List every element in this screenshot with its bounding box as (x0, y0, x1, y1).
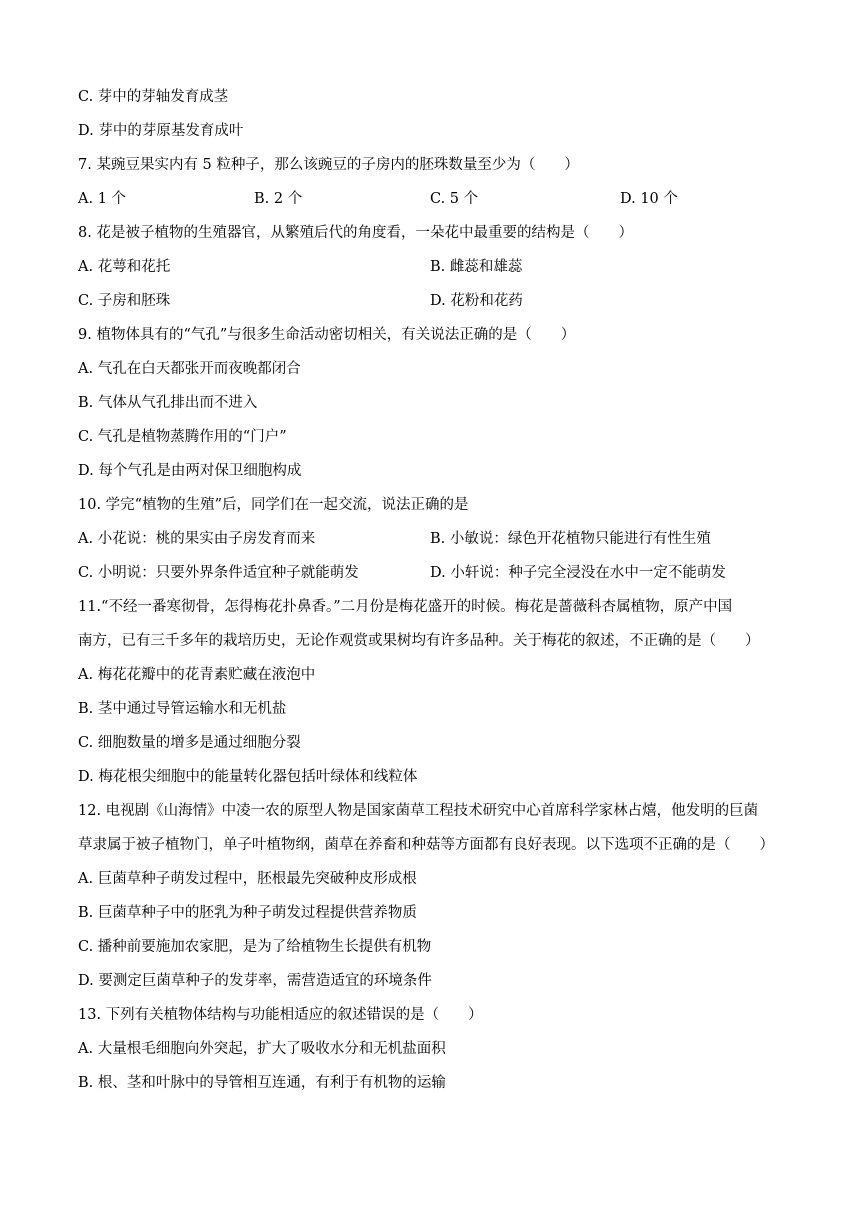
question-7-options (78, 189, 784, 209)
question-8: 8. 花是被子植物的生殖器官，从繁殖后代的角度看，一朵花中最重要的结构是（ ） (78, 225, 633, 241)
q12-option-c: C. 播种前要施加农家肥，是为了给植物生长提供有机物 (78, 939, 432, 955)
q11-option-a: A. 梅花花瓣中的花青素贮藏在液泡中 (78, 667, 316, 683)
q12-option-a: A. 巨菌草种子萌发过程中，胚根最先突破种皮形成根 (78, 871, 417, 887)
q7-option-a: A. 1 个 (78, 191, 127, 207)
q7-option-d: D. 10 个 (620, 191, 678, 207)
question-13: 13. 下列有关植物体结构与功能相适应的叙述错误的是（ ） (78, 1007, 483, 1023)
option-d-line: D. 芽中的芽原基发育成叶 (78, 123, 244, 139)
q8-option-b: B. 雌蕊和雄蕊 (430, 259, 523, 275)
q12-option-b: B. 巨菌草种子中的胚乳为种子萌发过程提供营养物质 (78, 905, 417, 921)
question-8-options-row2 (78, 291, 784, 311)
q9-option-a: A. 气孔在白天都张开而夜晚都闭合 (78, 361, 301, 377)
q8-option-d: D. 花粉和花药 (430, 293, 523, 309)
question-7: 7. 某豌豆果实内有 5 粒种子，那么该豌豆的子房内的胚珠数量至少为（ ） (78, 157, 579, 173)
q13-option-b: B. 根、茎和叶脉中的导管相互连通，有利于有机物的运输 (78, 1075, 446, 1091)
question-11-line2: 南方，已有三千多年的栽培历史，无论作观赏或果树均有许多品种。关于梅花的叙述，不正确的是（ ） (78, 633, 760, 649)
q8-option-c: C. 子房和胚珠 (78, 293, 171, 309)
q7-option-b: B. 2 个 (254, 191, 303, 207)
q11-option-d: D. 梅花根尖细胞中的能量转化器包括叶绿体和线粒体 (78, 769, 418, 785)
question-12-line2: 草隶属于被子植物门，单子叶植物纲，菌草在养畜和种菇等方面都有良好表现。以下选项不正确的是（ ） (78, 837, 774, 853)
q9-option-d: D. 每个气孔是由两对保卫细胞构成 (78, 463, 302, 479)
question-9: 9. 植物体具有的“气孔”与很多生命活动密切相关，有关说法正确的是（ ） (78, 327, 576, 343)
q10-option-c: C. 小明说：只要外界条件适宜种子就能萌发 (78, 565, 359, 581)
q10-option-b: B. 小敏说：绿色开花植物只能进行有性生殖 (430, 531, 711, 547)
q8-option-a: A. 花萼和花托 (78, 259, 171, 275)
question-10: 10. 学完“植物的生殖”后，同学们在一起交流，说法正确的是 (78, 497, 469, 513)
question-10-options-row1 (78, 529, 784, 549)
question-11-line1: 11.“不经一番寒彻骨，怎得梅花扑鼻香。”二月份是梅花盛开的时候。梅花是蔷薇科杏属植物，原产中国 (78, 599, 733, 615)
question-10-options-row2 (78, 563, 784, 583)
q9-option-c: C. 气孔是植物蒸腾作用的“门户” (78, 429, 287, 445)
q10-option-a: A. 小花说：桃的果实由子房发育而来 (78, 531, 316, 547)
option-c-line: C. 芽中的芽轴发育成茎 (78, 89, 229, 105)
question-12-line1: 12. 电视剧《山海情》中凌一农的原型人物是国家菌草工程技术研究中心首席科学家林占熺，他发明的巨菌 (78, 803, 759, 819)
question-8-options-row1 (78, 257, 784, 277)
q12-option-d: D. 要测定巨菌草种子的发芽率，需营造适宜的环境条件 (78, 973, 432, 989)
q10-option-d: D. 小轩说：种子完全浸没在水中一定不能萌发 (430, 565, 726, 581)
q7-option-c: C. 5 个 (430, 191, 479, 207)
q11-option-c: C. 细胞数量的增多是通过细胞分裂 (78, 735, 301, 751)
q13-option-a: A. 大量根毛细胞向外突起，扩大了吸收水分和无机盐面积 (78, 1041, 446, 1057)
q11-option-b: B. 茎中通过导管运输水和无机盐 (78, 701, 287, 717)
q9-option-b: B. 气体从气孔排出而不进入 (78, 395, 258, 411)
